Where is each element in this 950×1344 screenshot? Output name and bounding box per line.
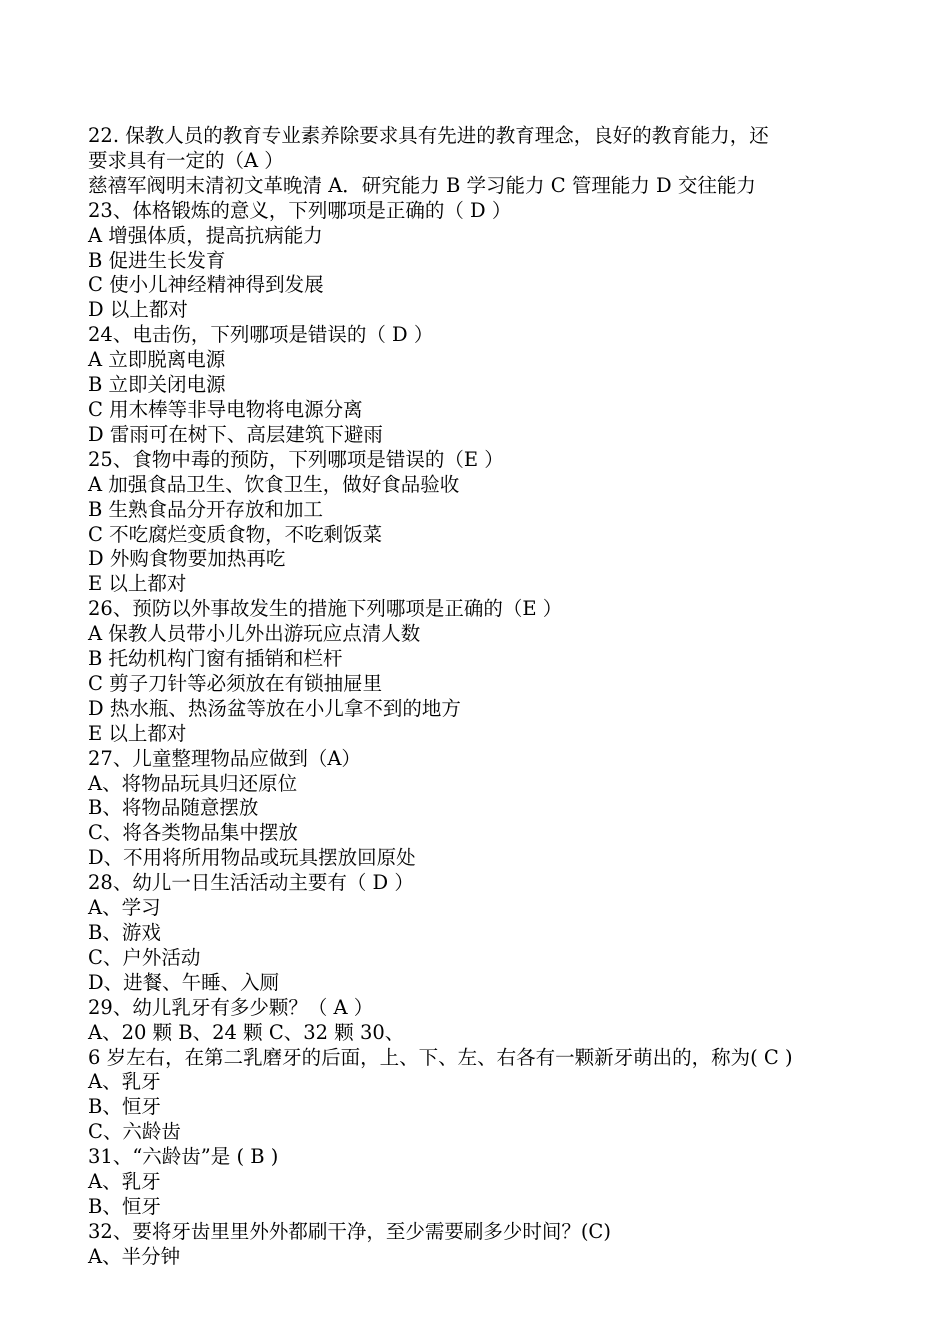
question-29: 29、幼儿乳牙有多少颗？（ A ） [88, 995, 374, 1019]
question-27-option-b: B、将物品随意摆放 [88, 796, 259, 820]
question-31-option-a: A、乳牙 [88, 1170, 161, 1194]
question-30-option-c: C、六龄齿 [88, 1120, 181, 1144]
question-32-option-a: A、半分钟 [88, 1244, 181, 1268]
question-31-option-b: B、恒牙 [88, 1194, 161, 1218]
question-30-option-a: A、乳牙 [88, 1070, 161, 1094]
question-26-option-d: D 热水瓶、热汤盆等放在小儿拿不到的地方 [88, 696, 461, 720]
question-23: 23、体格锻炼的意义，下列哪项是正确的（ D ） [88, 198, 512, 222]
question-26-option-b: B 托幼机构门窗有插销和栏杆 [88, 647, 343, 671]
question-28-option-c: C、户外活动 [88, 945, 201, 969]
question-26: 26、预防以外事故发生的措施下列哪项是正确的（E ） [88, 597, 563, 621]
question-23-option-a: A 增强体质，提高抗病能力 [88, 223, 323, 247]
question-27-option-c: C、将各类物品集中摆放 [88, 821, 298, 845]
question-23-option-c: C 使小儿神经精神得到发展 [88, 273, 324, 297]
question-24-option-c: C 用木棒等非导电物将电源分离 [88, 397, 363, 421]
question-32: 32、要将牙齿里里外外都刷干净，至少需要刷多少时间？(C) [88, 1219, 611, 1243]
question-22-options: 慈禧军阀明末清初文革晚清 A．研究能力 B 学习能力 C 管理能力 D 交往能力 [88, 173, 756, 197]
question-27-option-a: A、将物品玩具归还原位 [88, 771, 298, 795]
question-26-option-a: A 保教人员带小儿外出游玩应点清人数 [88, 622, 421, 646]
question-22-line-2: 要求具有一定的（A ） [88, 148, 284, 172]
question-28-option-b: B、游戏 [88, 921, 161, 944]
question-31: 31、“六龄齿”是 ( B ) [88, 1145, 279, 1169]
question-27: 27、儿童整理物品应做到（A） [88, 746, 361, 770]
question-24-option-a: A 立即脱离电源 [88, 348, 226, 372]
document-body [88, 124, 878, 1270]
question-26-option-e: E 以上都对 [88, 721, 187, 745]
question-30: 6 岁左右，在第二乳磨牙的后面，上、下、左、右各有一颗新牙萌出的，称为( C ) [88, 1045, 793, 1069]
question-25-option-c: C 不吃腐烂变质食物，不吃剩饭菜 [88, 522, 383, 546]
question-25-option-d: D 外购食物要加热再吃 [88, 547, 286, 571]
question-29-options: A、20 颗 B、24 颗 C、32 颗 30、 [88, 1020, 405, 1044]
question-24-option-b: B 立即关闭电源 [88, 373, 226, 397]
question-22-line-1: 22. 保教人员的教育专业素养除要求具有先进的教育理念，良好的教育能力，还 [88, 124, 769, 147]
question-28-option-a: A、学习 [88, 896, 161, 920]
question-25-option-a: A 加强食品卫生、饮食卫生，做好食品验收 [88, 472, 460, 496]
question-23-option-d: D 以上都对 [88, 298, 188, 322]
question-25: 25、食物中毒的预防，下列哪项是错误的（E ） [88, 447, 504, 471]
question-27-option-d: D、不用将所用物品或玩具摆放回原处 [88, 846, 416, 870]
question-23-option-b: B 促进生长发育 [88, 248, 226, 272]
question-24: 24、电击伤，下列哪项是错误的（ D ） [88, 323, 434, 347]
question-25-option-b: B 生熟食品分开存放和加工 [88, 497, 324, 521]
question-28: 28、幼儿一日生活活动主要有（ D ） [88, 871, 414, 895]
question-24-option-d: D 雷雨可在树下、高层建筑下避雨 [88, 422, 383, 446]
question-30-option-b: B、恒牙 [88, 1095, 161, 1119]
question-25-option-e: E 以上都对 [88, 572, 187, 596]
question-28-option-d: D、进餐、午睡、入厕 [88, 970, 280, 994]
question-26-option-c: C 剪子刀针等必须放在有锁抽屉里 [88, 671, 383, 695]
